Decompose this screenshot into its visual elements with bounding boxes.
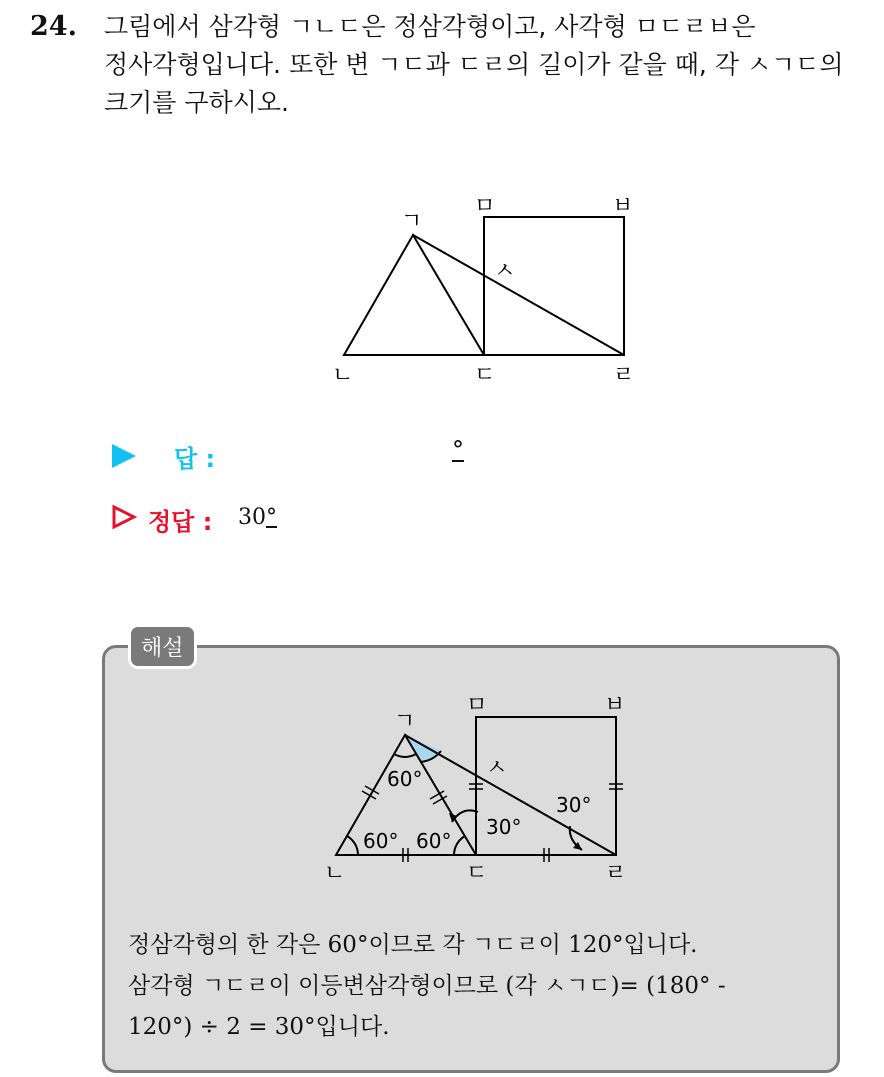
solution-line-3: 120°) ÷ 2 = 30°입니다.: [128, 1014, 390, 1040]
label-r: ㄹ: [613, 363, 635, 388]
correct-value: 30: [238, 505, 266, 530]
solution-tab: 해설: [128, 624, 197, 669]
question-line-1: 그림에서 삼각형 ㄱㄴㄷ은 정삼각형이고, 사각형 ㅁㄷㄹㅂ은: [104, 12, 756, 41]
question-number: 24.: [30, 11, 77, 42]
arc-bottom-left: [347, 836, 358, 855]
question-line-2: 정사각형입니다. 또한 변 ㄱㄷ과 ㄷㄹ의 길이가 같을 때, 각 ㅅㄱㄷ의: [104, 50, 844, 79]
correct-label: 정답 :: [148, 508, 213, 536]
label-d: ㄷ: [474, 363, 496, 388]
sol-label-b: ㅂ: [604, 693, 626, 718]
angle-near-r: 30°: [556, 793, 592, 817]
solution-text: [128, 925, 828, 1048]
sol-label-d: ㄷ: [466, 861, 488, 886]
sol-label-m: ㅁ: [466, 693, 488, 718]
label-b: ㅂ: [612, 194, 634, 219]
sol-label-s: ㅅ: [486, 756, 508, 781]
sol-label-g: ㄱ: [394, 709, 416, 734]
solution-line-2: 삼각형 ㄱㄷㄹ이 이등변삼각형이므로 (각 ㅅㄱㄷ)= (180° -: [128, 973, 726, 999]
sol-label-n: ㄴ: [324, 861, 346, 886]
arc-bottom-mid: [454, 836, 465, 855]
angle-top: 60°: [387, 767, 423, 791]
answer-unit: °: [452, 436, 464, 464]
label-s: ㅅ: [494, 259, 516, 284]
sol-label-r: ㄹ: [605, 861, 627, 886]
angle-bottom-mid: 60°: [416, 829, 452, 853]
angle-near-d: 30°: [486, 815, 522, 839]
label-m: ㅁ: [474, 194, 496, 219]
label-n: ㄴ: [332, 363, 354, 388]
arc-top-angle: [394, 754, 416, 757]
angle-bottom-left: 60°: [363, 829, 399, 853]
sol-triangle-gnd: [336, 735, 476, 855]
label-g: ㄱ: [401, 209, 423, 234]
answer-label: 답 :: [174, 445, 216, 473]
correct-unit: °: [266, 505, 277, 530]
solution-line-1: 정삼각형의 한 각은 60°이므로 각 ㄱㄷㄹ이 120°입니다.: [128, 932, 698, 958]
question-line-3: 크기를 구하시오.: [104, 88, 289, 117]
